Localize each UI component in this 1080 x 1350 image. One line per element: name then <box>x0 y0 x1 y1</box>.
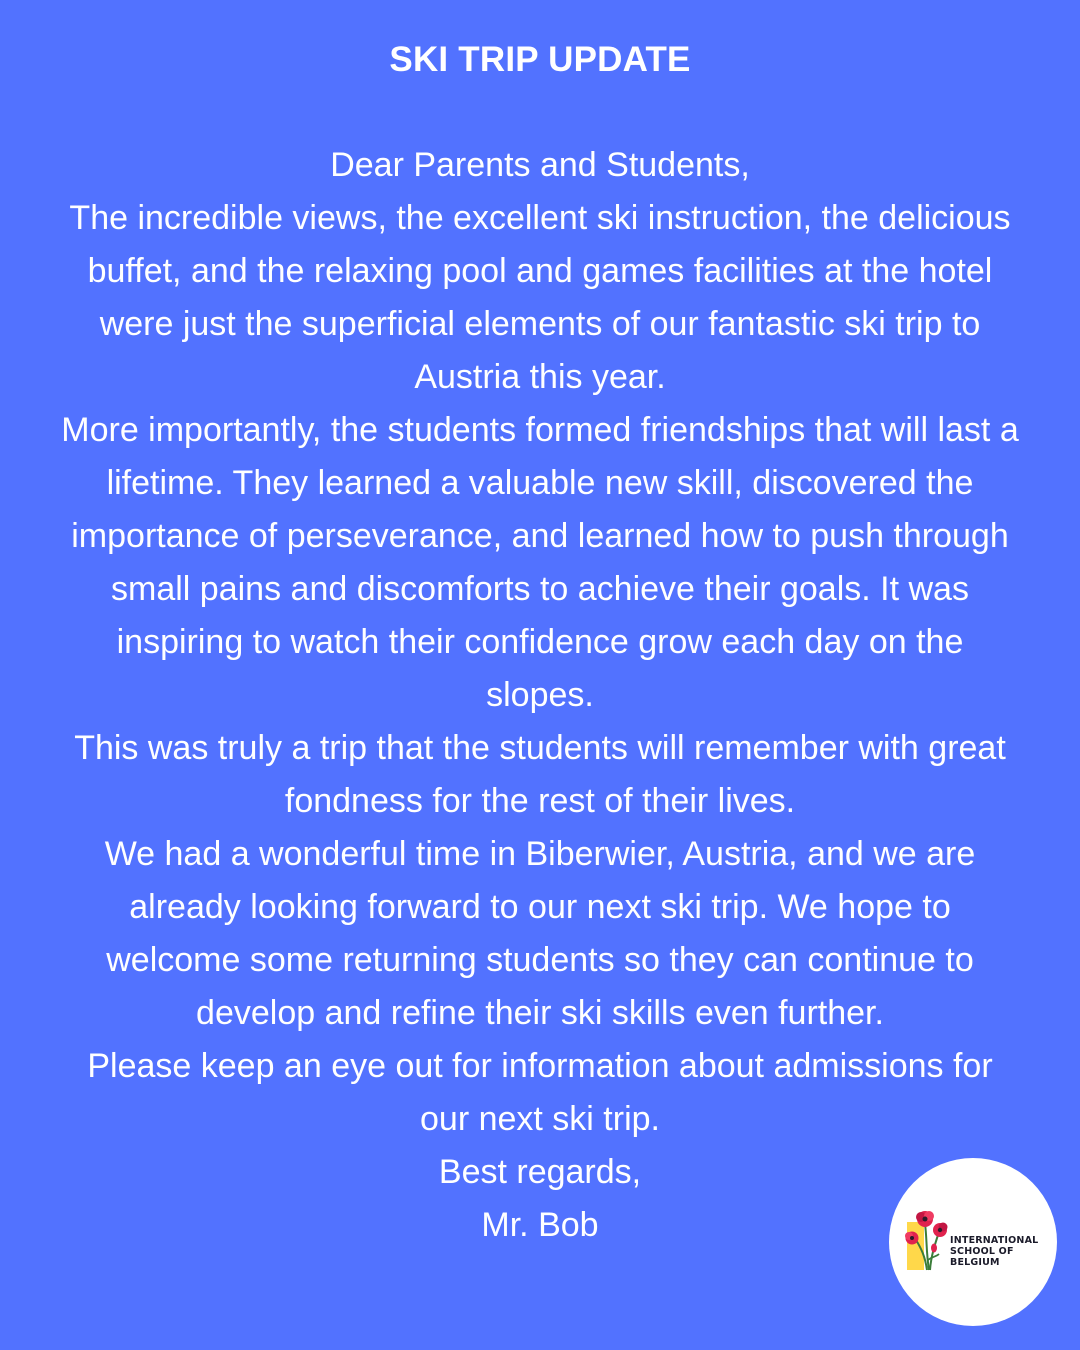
letter-paragraph-2: More importantly, the students formed friendships that will last a lifetime. They learned a valuable new skill, discovered the importance of perseverance, and learned how to push through small pains and discomforts to achieve their goals. It was inspiring to watch their confidence grow each day on the slopes. <box>61 411 1019 714</box>
logo-line-belgium: BELGIUM <box>950 1257 1000 1268</box>
school-logo <box>889 1158 1057 1326</box>
school-logo-wordmark <box>950 1235 1055 1268</box>
letter-paragraph-4: We had a wonderful time in Biberwier, Austria, and we are already looking forward to our next ski trip. We hope to welcome some returning students so they can continue to develop and refine their ski skills even further. <box>104 835 976 1032</box>
letter-paragraph-3: This was truly a trip that the students will remember with great fondness for the rest of their lives. <box>74 729 1006 820</box>
letter-body <box>60 139 1020 1252</box>
letter-greeting: Dear Parents and Students, <box>330 146 750 184</box>
letter-paragraph-1: The incredible views, the excellent ski instruction, the delicious buffet, and the relaxing pool and games facilities at the hotel were just the superficial elements of our fantastic ski trip to Austria this year. <box>69 199 1011 396</box>
logo-line-international: INTERNATIONAL <box>950 1235 1039 1246</box>
letter-signature: Mr. Bob <box>481 1206 599 1244</box>
page-title: SKI TRIP UPDATE <box>389 40 691 79</box>
logo-line-school-of: SCHOOL OF <box>950 1246 1014 1257</box>
letter-paragraph-5: Please keep an eye out for information about admissions for our next ski trip. <box>87 1047 993 1138</box>
poppy-flowers-icon <box>901 1204 951 1274</box>
letter-closing: Best regards, <box>438 1153 642 1191</box>
